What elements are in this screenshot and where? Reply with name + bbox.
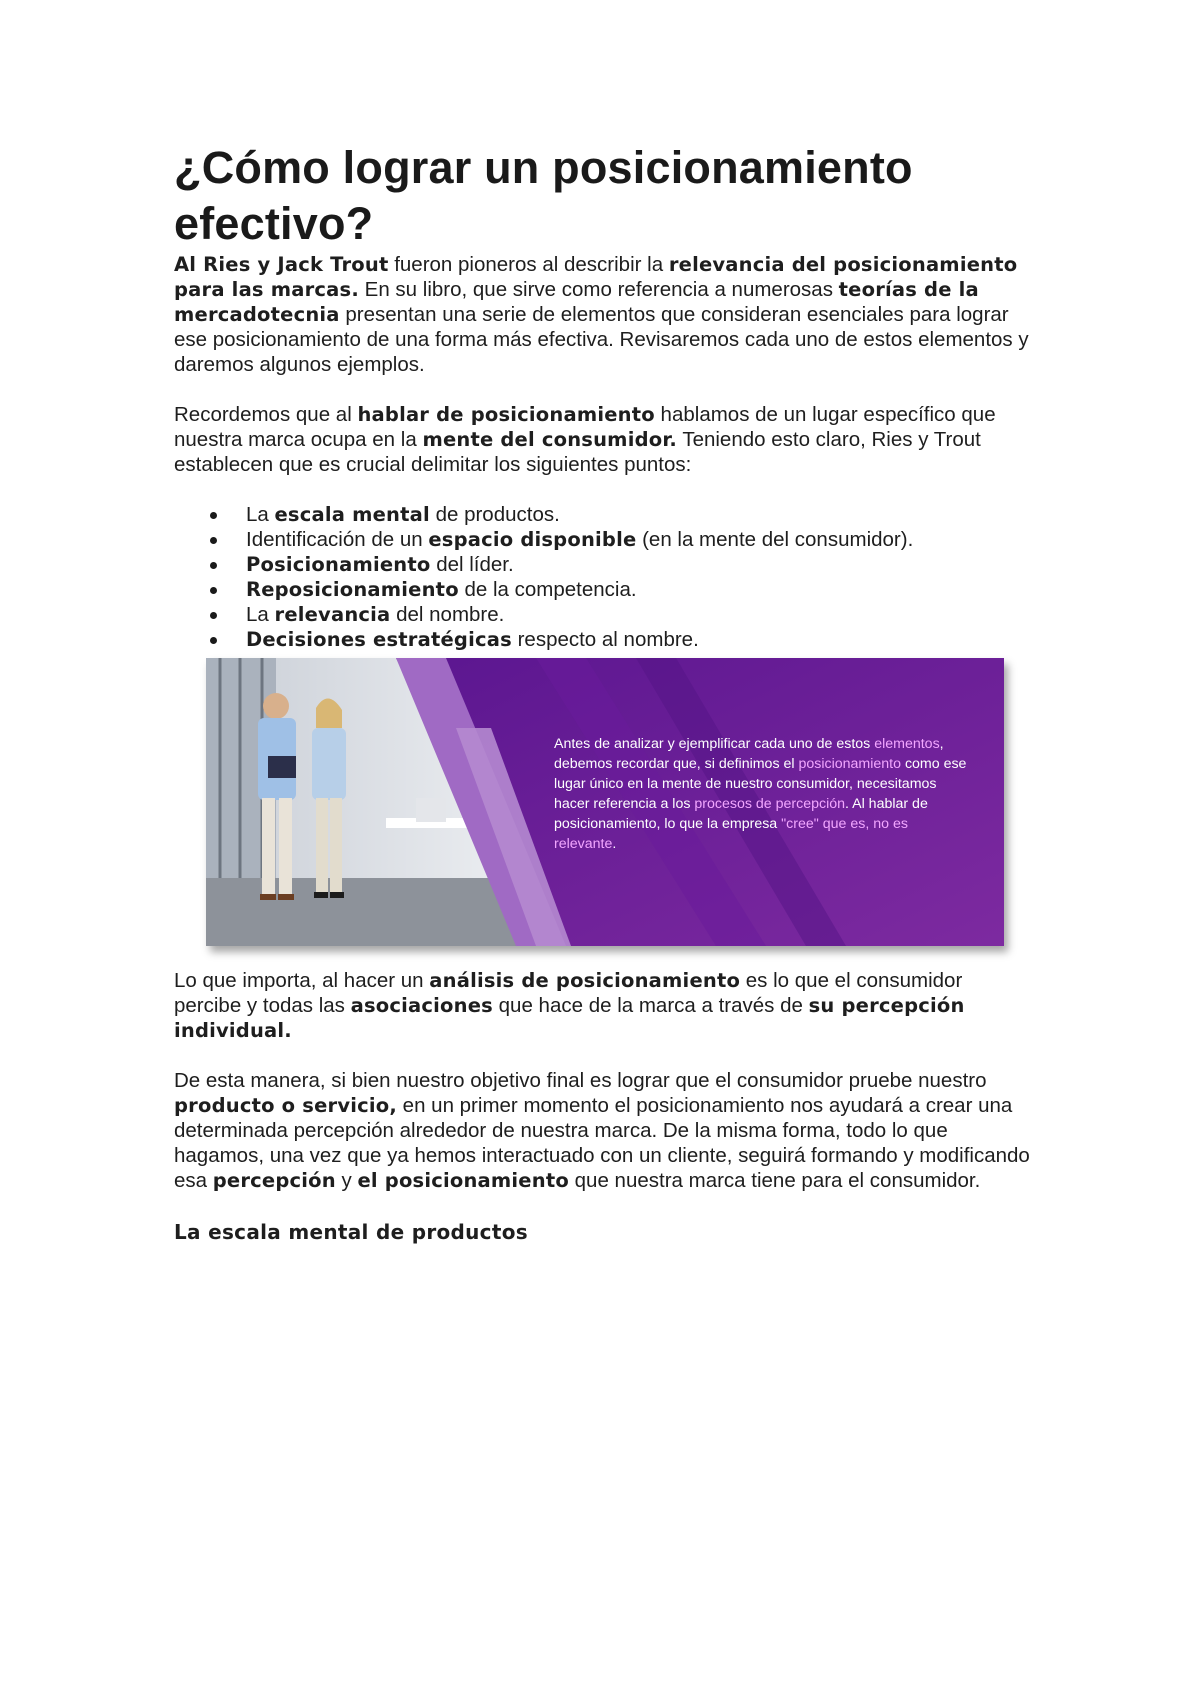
list-item: La escala mental de productos.	[246, 502, 1034, 527]
section-subheading: La escala mental de productos	[174, 1220, 528, 1244]
list-item: La relevancia del nombre.	[246, 602, 1034, 627]
bold-text: teorías de la mercadotecnia	[174, 278, 979, 326]
text: Recordemos que al	[174, 403, 358, 426]
list-item: Identificación de un espacio disponible (en la mente del consumidor).	[246, 527, 1034, 552]
list-item: Posicionamiento del líder.	[246, 552, 1034, 577]
bold-text: mente del consumidor.	[422, 428, 677, 451]
text: que hace de la marca a través de	[492, 994, 809, 1017]
text: y	[335, 1169, 358, 1192]
banner-image	[206, 658, 1004, 946]
bold-text: hablar de posicionamiento	[357, 403, 655, 426]
bold-text: producto o servicio,	[174, 1094, 397, 1117]
text: es lo que el consumidor percibe y todas las	[174, 969, 963, 1017]
text: en un primer momento el posicionamiento nos ayudará a crear una determinada percepción alrededor de nuestra marca. De la misma forma, todo lo que hagamos, una vez que ya hemos interactuado con un cliente, seguirá formando y modificando esa	[174, 1094, 1030, 1192]
bold-text: percepción	[212, 1169, 336, 1192]
page-title: ¿Cómo lograr un posicionamiento efectivo?	[174, 142, 913, 249]
text: presentan una serie de elementos que consideran esenciales para lograr ese posicionamiento de una forma más efectiva. Revisaremos cada uno de estos elementos y daremos algunos ejemplos.	[174, 303, 1029, 376]
positioning-paragraph	[174, 402, 1034, 477]
text: fueron pioneros al describir la	[388, 253, 669, 276]
text: En su libro, que sirve como referencia a numerosas	[358, 278, 839, 301]
text: Teniendo esto claro, Ries y Trout establecen que es crucial delimitar los siguientes puntos:	[174, 428, 981, 476]
text: De esta manera, si bien nuestro objetivo final es lograr que el consumidor pruebe nuestro	[174, 1069, 987, 1092]
bold-text: relevancia del posicionamiento para las marcas.	[174, 253, 1018, 301]
document-page	[174, 140, 1034, 1245]
list-item: Reposicionamiento de la competencia.	[246, 577, 1034, 602]
bold-text: análisis de posicionamiento	[429, 969, 741, 992]
text: hablamos de un lugar específico que nuestra marca ocupa en la	[174, 403, 996, 451]
text: Lo que importa, al hacer un	[174, 969, 430, 992]
bold-text: el posicionamiento	[357, 1169, 569, 1192]
intro-paragraph	[174, 252, 1034, 377]
perception-paragraph	[174, 1068, 1034, 1193]
text: que nuestra marca tiene para el consumidor.	[568, 1169, 981, 1192]
bold-text: su percepción individual.	[174, 994, 965, 1042]
bold-text: Al Ries y Jack Trout	[174, 253, 389, 276]
analysis-paragraph	[174, 968, 1034, 1043]
points-list	[174, 502, 1034, 652]
list-item: Decisiones estratégicas respecto al nombre.	[246, 627, 1034, 652]
bold-text: asociaciones	[350, 994, 493, 1017]
banner-text: Antes de analizar y ejemplificar cada uno de estos elementos, debemos recordar que, si definimos el posicionamiento como ese lugar único en la mente de nuestro consumidor, necesitamos hacer referencia a los procesos de percepción. Al hablar de posicionamiento, lo que la empresa "cree" que es, no es relevante.	[554, 736, 967, 852]
